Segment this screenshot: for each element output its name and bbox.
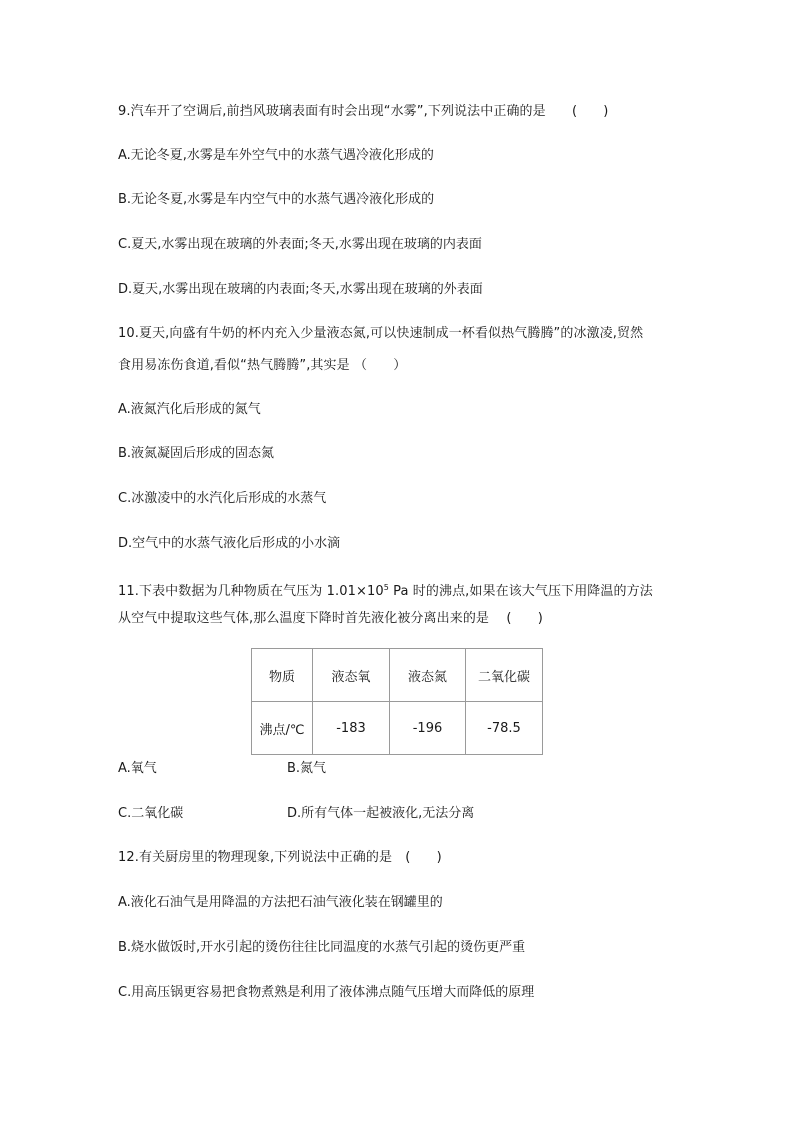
table-cell: -183 xyxy=(313,702,390,755)
question-12-option-c: C.用高压锅更容易把食物煮熟是利用了液体沸点随气压增大而降低的原理 xyxy=(118,985,535,1000)
stem-text-after-exponent: Pa 时的沸点,如果在该大气压下用降温的方法 xyxy=(388,584,653,599)
table-cell: -196 xyxy=(390,702,466,755)
question-11-option-d: D.所有气体一起被液化,无法分离 xyxy=(287,806,475,821)
table-header-cell: 液态氧 xyxy=(313,649,390,702)
question-11-option-b: B.氮气 xyxy=(287,761,327,776)
table-header-cell: 液态氮 xyxy=(390,649,466,702)
question-12-option-a: A.液化石油气是用降温的方法把石油气液化装在钢罐里的 xyxy=(118,895,443,910)
table-header-row xyxy=(252,649,543,702)
question-10-stem-line-1: 10.夏天,向盛有牛奶的杯内充入少量液态氮,可以快速制成一杯看似热气腾腾”的冰激凌,贸然 xyxy=(118,326,644,341)
table-cell: -78.5 xyxy=(466,702,543,755)
table-header-cell: 二氧化碳 xyxy=(466,649,543,702)
table-cell: 沸点/℃ xyxy=(252,702,313,755)
question-9-stem: 9.汽车开了空调后,前挡风玻璃表面有时会出现“水雾”,下列说法中正确的是 ( ) xyxy=(118,104,609,119)
question-9-option-c: C.夏天,水雾出现在玻璃的外表面;冬天,水雾出现在玻璃的内表面 xyxy=(118,237,482,252)
question-10-option-b: B.液氮凝固后形成的固态氮 xyxy=(118,446,275,461)
question-12-option-b: B.烧水做饭时,开水引起的烫伤往往比同温度的水蒸气引起的烫伤更严重 xyxy=(118,940,526,955)
stem-text-before-exponent: 11.下表中数据为几种物质在气压为 1.01×10 xyxy=(118,584,384,599)
question-11-stem-line-1 xyxy=(118,578,653,602)
question-10-option-a: A.液氮汽化后形成的氮气 xyxy=(118,402,261,417)
question-12-stem: 12.有关厨房里的物理现象,下列说法中正确的是 ( ) xyxy=(118,850,442,865)
question-11-option-c: C.二氧化碳 xyxy=(118,806,184,821)
table-row xyxy=(252,702,543,755)
boiling-point-table xyxy=(251,648,543,755)
question-11-option-a: A.氧气 xyxy=(118,761,157,776)
table-header-cell: 物质 xyxy=(252,649,313,702)
exponent: 5 xyxy=(383,583,389,592)
question-10-option-c: C.冰激凌中的水汽化后形成的水蒸气 xyxy=(118,491,327,506)
question-9-option-d: D.夏天,水雾出现在玻璃的内表面;冬天,水雾出现在玻璃的外表面 xyxy=(118,282,483,297)
question-10-option-d: D.空气中的水蒸气液化后形成的小水滴 xyxy=(118,536,341,551)
question-10-stem-line-2: 食用易冻伤食道,看似“热气腾腾”,其实是 （ ） xyxy=(118,358,407,373)
question-9-option-a: A.无论冬夏,水雾是车外空气中的水蒸气遇冷液化形成的 xyxy=(118,148,434,163)
question-9-option-b: B.无论冬夏,水雾是车内空气中的水蒸气遇冷液化形成的 xyxy=(118,192,435,207)
question-11-stem-line-2: 从空气中提取这些气体,那么温度下降时首先液化被分离出来的是 ( ) xyxy=(118,611,543,626)
